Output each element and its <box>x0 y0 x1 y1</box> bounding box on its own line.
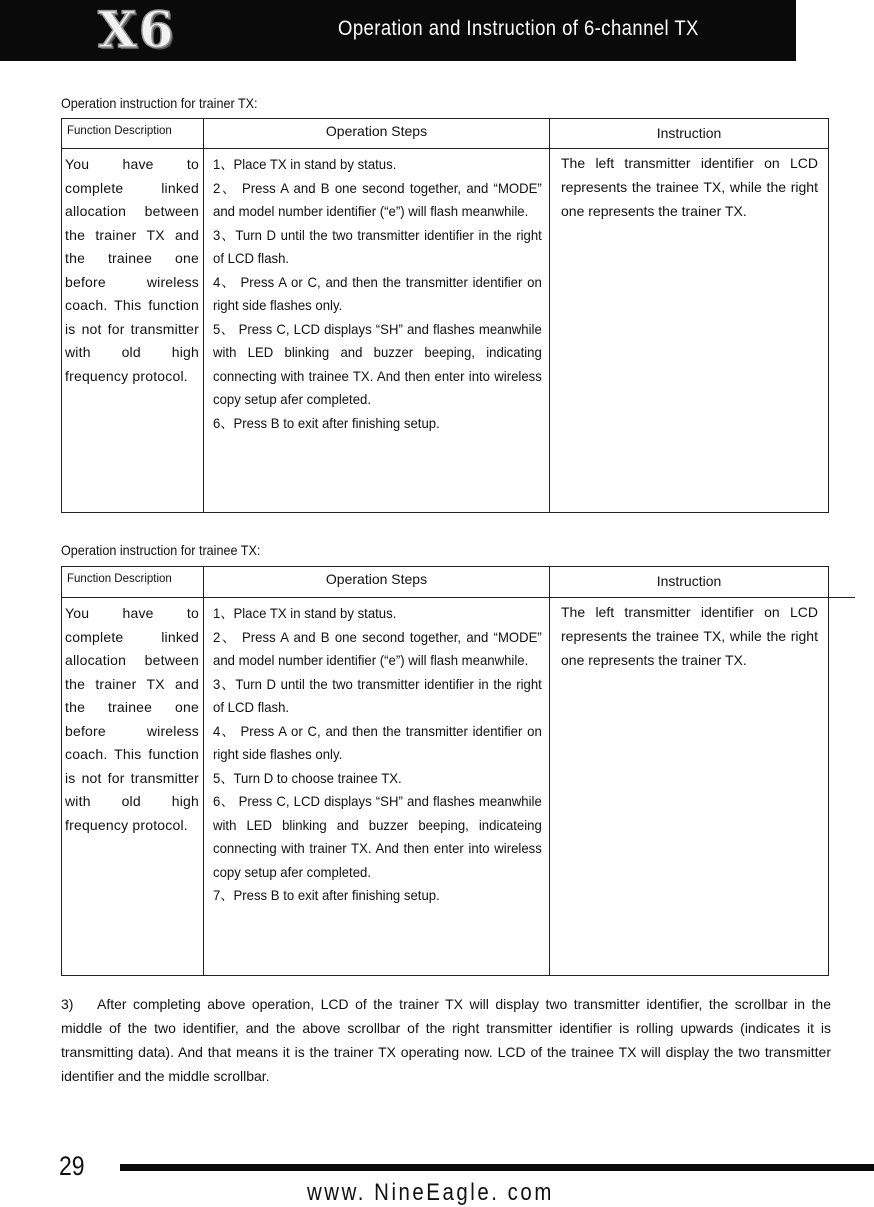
trainer-step: 1、Place TX in stand by status. <box>213 156 397 172</box>
trainer-section-label: Operation instruction for trainer TX: <box>61 95 258 111</box>
trainee-step: 4、 Press A or C, and then the transmitter identifier on right side flashes only. <box>213 722 542 762</box>
trainee-operation-steps <box>204 598 550 976</box>
trainee-function-text: You have to complete linked allocation between the trainer TX and the trainee one before wireless coach. This function is not for transmitter with old high frequency protocol. <box>65 605 199 833</box>
trainer-col-instruction: Instruction <box>550 119 829 149</box>
trainer-function-text: You have to complete linked allocation between the trainer TX and the trainee one before wireless coach. This function is not for transmitter with old high frequency protocol. <box>65 156 199 384</box>
header-bar <box>0 0 796 61</box>
trainer-function-description <box>62 149 204 513</box>
trainee-table-row <box>62 598 829 976</box>
trainee-col-steps: Operation Steps <box>204 567 550 598</box>
trainee-step: 3、Turn D until the two transmitter identifier in the right of LCD flash. <box>213 675 542 715</box>
footer-website: www. NineEagle. com <box>307 1179 554 1206</box>
trainee-instruction-text: The left transmitter identifier on LCD represents the trainee TX, while the right one represents the trainer TX. <box>550 598 829 976</box>
brand-logo: X6 <box>98 0 176 59</box>
trainer-col-function: Function Description <box>62 119 204 149</box>
trainee-step: 5、Turn D to choose trainee TX. <box>213 769 402 786</box>
trainee-function-description <box>62 598 204 976</box>
note-paragraph <box>61 992 831 1088</box>
trainer-table <box>61 118 829 513</box>
trainee-table <box>61 566 829 976</box>
trainer-table-header-row <box>62 119 829 149</box>
trainee-col-function: Function Description <box>62 567 204 598</box>
note-number: 3) <box>61 996 74 1012</box>
trainee-table-header-row <box>62 567 829 598</box>
trainer-step: 4、 Press A or C, and then the transmitter identifier on right side flashes only. <box>213 273 542 313</box>
trainer-operation-steps <box>204 149 550 513</box>
trainee-step: 1、Place TX in stand by status. <box>213 605 397 621</box>
trainer-col-steps: Operation Steps <box>204 119 550 149</box>
trainer-step: 5、 Press C, LCD displays “SH” and flashes meanwhile with LED blinking and buzzer beeping, indicating connecting with trainee TX. And then enter into wireless copy setup afer completed. <box>213 320 542 407</box>
trainer-step: 6、Press B to exit after finishing setup. <box>213 414 440 431</box>
trainee-step: 6、 Press C, LCD displays “SH” and flashes meanwhile with LED blinking and buzzer beeping, indicateing connecting with trainer TX. And then enter into wireless copy setup afer completed. <box>213 793 542 880</box>
footer-rule <box>120 1164 874 1171</box>
trainer-table-row <box>62 149 829 513</box>
page-number: 29 <box>59 1151 85 1181</box>
trainer-step: 2、 Press A and B one second together, and “MODE” and model number identifier (“e”) will flash meanwhile. <box>213 179 542 219</box>
trainee-step: 2、 Press A and B one second together, and “MODE” and model number identifier (“e”) will flash meanwhile. <box>213 628 542 668</box>
trainee-step: 7、Press B to exit after finishing setup. <box>213 887 440 903</box>
trainee-section-label: Operation instruction for trainee TX: <box>61 542 261 558</box>
trainee-col-instruction: Instruction <box>550 567 829 598</box>
page-header-title: Operation and Instruction of 6-channel TX <box>338 17 699 40</box>
trainer-step: 3、Turn D until the two transmitter identifier in the right of LCD flash. <box>213 226 542 266</box>
trainer-instruction-text: The left transmitter identifier on LCD represents the trainee TX, while the right one represents the trainer TX. <box>550 149 829 513</box>
note-text: After completing above operation, LCD of the trainer TX will display two transmitter identifier, the scrollbar in the middle of the two identifier, and the above scrollbar of the right transmitter identifier is rolling upwards (indicates it is transmitting data). And that means it is the trainer TX operating now. LCD of the trainee TX will display the two transmitter identifier and the middle scrollbar. <box>61 996 831 1084</box>
table-divider-extension <box>828 597 855 598</box>
